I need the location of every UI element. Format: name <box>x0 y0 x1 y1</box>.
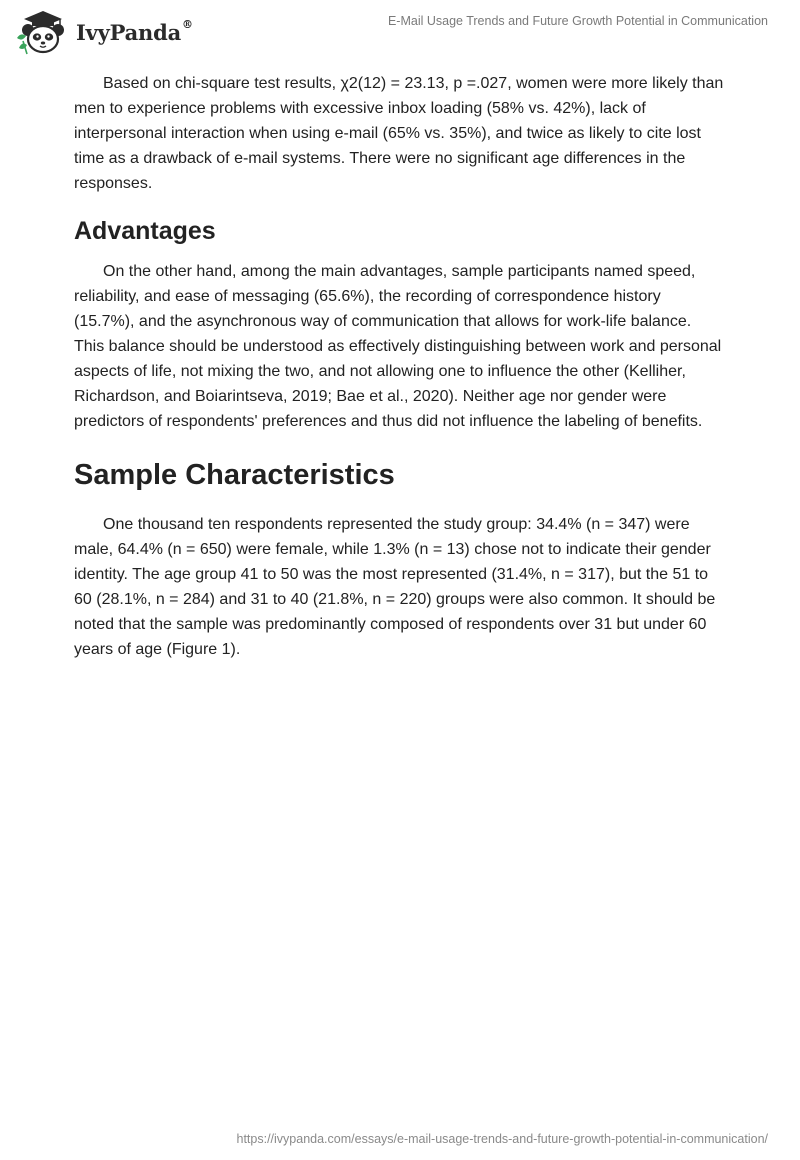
paragraph-advantages: On the other hand, among the main advantages, sample participants named speed, reliability, and ease of messaging (65.6%), the recording of correspondence history (15.7%), and the asynchronous way of communication that allows for work-life balance. This balance should be understood as effectively distinguishing between work and personal aspects of life, not mixing the two, and not allowing one to influence the other (Kelliher, Richardson, and Boiarintseva, 2019; Bae et al., 2020). Neither age nor gender were predictors of respondents' preferences and thus did not influence the labeling of benefits. <box>74 263 722 430</box>
ivypanda-logo[interactable] <box>14 8 194 58</box>
heading-advantages: Advantages <box>74 217 216 245</box>
heading-sample-characteristics: Sample Characteristics <box>74 459 395 491</box>
logo-wordmark <box>76 20 193 45</box>
footer-url[interactable]: https://ivypanda.com/essays/e-mail-usage-trends-and-future-growth-potential-in-communication/ <box>236 1132 768 1146</box>
paragraph-chi-square: Based on chi-square test results, χ2(12) = 23.13, p =.027, women were more likely than men to experience problems with excessive inbox loading (58% vs. 42%), lack of interpersonal interaction when using e-mail (65% vs. 35%), and twice as likely to cite lost time as a drawback of e-mail systems. There were no significant age differences in the responses. <box>74 75 724 192</box>
panda-graduate-icon <box>14 8 72 58</box>
essay-content <box>74 71 724 662</box>
registered-mark: ® <box>182 18 193 31</box>
logo-name: IvyPanda <box>76 20 182 45</box>
paragraph-sample: One thousand ten respondents represented the study group: 34.4% (n = 347) were male, 64.4% (n = 650) were female, while 1.3% (n = 13) chose not to indicate their gender identity. The age group 41 to 50 was the most represented (31.4%, n = 317), but the 51 to 60 (28.1%, n = 284) and 31 to 40 (21.8%, n = 220) groups were also common. It should be noted that the sample was predominantly composed of respondents over 31 but under 60 years of age (Figure 1). <box>74 516 716 658</box>
document-title: E-Mail Usage Trends and Future Growth Potential in Communication <box>387 14 768 28</box>
page-header <box>0 0 800 64</box>
